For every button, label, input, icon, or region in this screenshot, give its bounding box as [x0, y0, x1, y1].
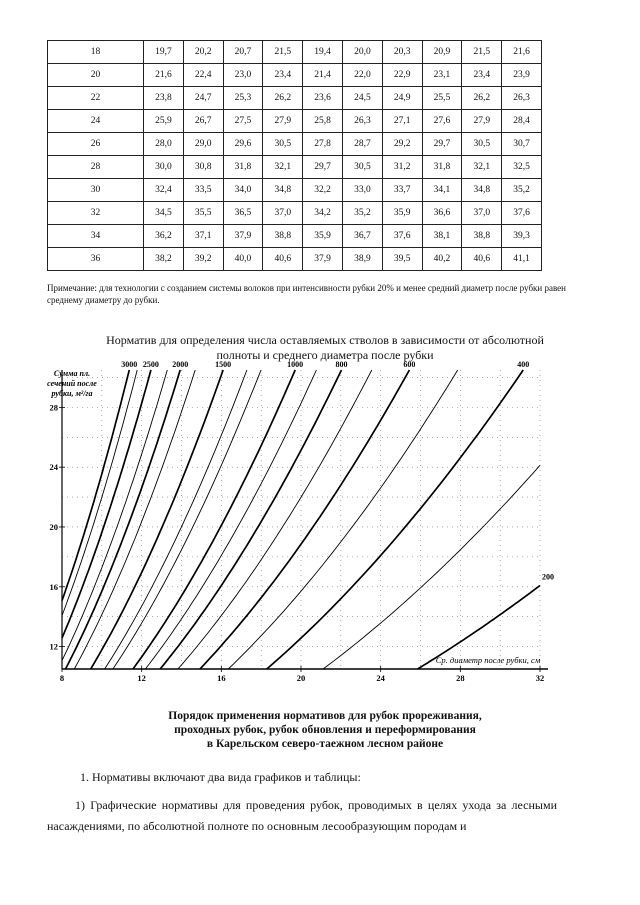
table-cell: 31,2 [382, 156, 422, 179]
curve-800 [160, 370, 341, 669]
table-cell: 20,7 [223, 41, 263, 64]
table-cell: 30,5 [263, 133, 303, 156]
chart-title-line-1: Норматив для определения числа оставляемых стволов в зависимости от абсолютной [106, 333, 544, 347]
table-cell: 29,7 [422, 133, 462, 156]
table-cell: 36,6 [422, 202, 462, 225]
y-axis-label-line-2: сечений после [47, 379, 97, 388]
curve-label: 400 [517, 360, 530, 369]
table-cell: 23,4 [263, 64, 303, 87]
table-cell: 40,6 [263, 248, 303, 271]
table-cell: 38,8 [263, 225, 303, 248]
table-cell: 20,3 [382, 41, 422, 64]
x-tick-label: 8 [59, 673, 65, 683]
table-cell: 20,2 [183, 41, 223, 64]
table-cell: 27,5 [223, 110, 263, 133]
table-cell: 34,0 [223, 179, 263, 202]
curve-label: 1500 [215, 360, 232, 369]
table-cell: 26,2 [263, 87, 303, 110]
table-cell: 21,6 [502, 41, 542, 64]
table-cell: 36,7 [342, 225, 382, 248]
table-cell: 39,3 [502, 225, 542, 248]
table-cell: 32,5 [502, 156, 542, 179]
table-cell: 33,0 [342, 179, 382, 202]
table-cell: 41,1 [502, 248, 542, 271]
table-cell: 29,2 [382, 133, 422, 156]
table-cell: 35,2 [342, 202, 382, 225]
table-cell: 19,7 [144, 41, 184, 64]
y-tick-label: 28 [49, 402, 58, 413]
table-cell: 22,9 [382, 64, 422, 87]
table-cell: 33,5 [183, 179, 223, 202]
table-cell-diameter: 22 [48, 87, 144, 110]
table-cell: 37,6 [502, 202, 542, 225]
y-tick-label: 20 [49, 521, 58, 532]
table-cell: 22,4 [183, 64, 223, 87]
table-body [48, 41, 542, 271]
paragraph-2: 1) Графические нормативы для проведения рубок, проводимых в целях ухода за лесными насаждениями, по абсолютной полноте по основным лесообразующим породам и [47, 798, 557, 833]
table-cell: 23,8 [144, 87, 184, 110]
curve-1000 [133, 370, 295, 669]
table-cell: 20,0 [342, 41, 382, 64]
y-tick-label: 24 [49, 462, 58, 473]
table-cell: 37,6 [382, 225, 422, 248]
x-tick-label: 28 [456, 673, 465, 683]
table-cell: 35,9 [382, 202, 422, 225]
table-cell: 28,0 [144, 133, 184, 156]
table-row [48, 225, 542, 248]
chart-labels [47, 360, 554, 665]
table-cell: 40,0 [223, 248, 263, 271]
table-cell: 30,8 [183, 156, 223, 179]
curve-label: 3000 [121, 360, 138, 369]
table-cell: 25,8 [303, 110, 343, 133]
table-cell: 25,9 [144, 110, 184, 133]
table-cell: 23,1 [422, 64, 462, 87]
curve-1500 [91, 370, 223, 669]
curve-2500 [62, 370, 151, 638]
section-title-line-3: в Карельском северо-таежном лесном районе [206, 738, 444, 750]
table-cell-diameter: 20 [48, 64, 144, 87]
curve-900 [145, 370, 316, 669]
x-axis-label: Ср. диаметр после рубки, см [435, 655, 541, 665]
curve-1300 [105, 370, 247, 669]
curves [62, 370, 540, 669]
table-cell: 32,2 [303, 179, 343, 202]
table-cell-diameter: 28 [48, 156, 144, 179]
table-cell: 27,9 [462, 110, 502, 133]
table-cell: 21,4 [303, 64, 343, 87]
table-cell: 29,0 [183, 133, 223, 156]
x-tick-label: 20 [296, 673, 306, 683]
table-cell: 24,7 [183, 87, 223, 110]
table-cell: 21,6 [144, 64, 184, 87]
curve-600 [200, 370, 409, 669]
table-cell: 31,8 [223, 156, 263, 179]
y-tick-label: 12 [49, 641, 58, 652]
table-cell: 39,5 [382, 248, 422, 271]
table-cell: 27,6 [422, 110, 462, 133]
diameter-table [47, 40, 542, 271]
table-cell: 23,4 [462, 64, 502, 87]
table-row [48, 87, 542, 110]
table-row [48, 248, 542, 271]
y-tick-label: 16 [49, 581, 58, 592]
section-title-line-2: проходных рубок, рубок обновления и переформирования [174, 724, 476, 736]
table-cell-diameter: 32 [48, 202, 144, 225]
curve-label: 2000 [172, 360, 189, 369]
table-note: Примечание: для технологии с созданием системы волоков при интенсивности рубки 20% и менее средний диаметр после рубки равен среднему диаметру до рубки. [47, 283, 566, 305]
table-cell: 34,8 [263, 179, 303, 202]
paragraph-1: 1. Нормативы включают два вида графиков и таблицы: [80, 770, 361, 784]
table-cell: 34,5 [144, 202, 184, 225]
table-cell: 30,5 [462, 133, 502, 156]
table-row [48, 110, 542, 133]
y-axis-label-line-3: рубки, м²/га [51, 389, 93, 398]
x-tick-label: 16 [217, 673, 226, 683]
table-cell: 37,0 [263, 202, 303, 225]
table-row [48, 156, 542, 179]
curve-400 [267, 370, 523, 669]
table-cell: 25,3 [223, 87, 263, 110]
table-cell: 21,5 [263, 41, 303, 64]
chart-title [40, 333, 610, 363]
table-cell: 32,1 [462, 156, 502, 179]
table-cell-diameter: 26 [48, 133, 144, 156]
table-cell: 21,5 [462, 41, 502, 64]
table-cell-diameter: 30 [48, 179, 144, 202]
table-cell: 27,8 [303, 133, 343, 156]
table-cell: 35,5 [183, 202, 223, 225]
table-cell: 26,7 [183, 110, 223, 133]
y-axis-label-line-1: Сумма пл. [53, 369, 91, 378]
section-title-line-1: Порядок применения нормативов для рубок прореживания, [168, 710, 482, 722]
table-cell: 29,7 [303, 156, 343, 179]
table-cell: 36,2 [144, 225, 184, 248]
x-tick-label: 24 [376, 673, 385, 683]
table-cell: 37,0 [462, 202, 502, 225]
table-cell: 27,1 [382, 110, 422, 133]
x-tick-label: 12 [137, 673, 146, 683]
table-cell: 36,5 [223, 202, 263, 225]
curve-1800 [74, 370, 195, 669]
table-cell: 22,0 [342, 64, 382, 87]
grid-dots [62, 370, 540, 669]
table-cell: 32,1 [263, 156, 303, 179]
table-cell: 23,6 [303, 87, 343, 110]
table-cell-diameter: 36 [48, 248, 144, 271]
table-cell-diameter: 24 [48, 110, 144, 133]
curve-label: 1000 [287, 360, 304, 369]
table-cell: 26,2 [462, 87, 502, 110]
curve-label: 2500 [142, 360, 159, 369]
table-cell: 38,9 [342, 248, 382, 271]
table-cell-diameter: 18 [48, 41, 144, 64]
table-cell: 23,0 [223, 64, 263, 87]
curve-2200 [62, 370, 167, 661]
table-cell: 33,7 [382, 179, 422, 202]
table-cell: 27,9 [263, 110, 303, 133]
table-cell-diameter: 34 [48, 225, 144, 248]
section-title [40, 709, 610, 751]
table-cell: 26,3 [502, 87, 542, 110]
table-cell: 19,4 [303, 41, 343, 64]
table-cell: 29,6 [223, 133, 263, 156]
table-cell: 37,1 [183, 225, 223, 248]
table-cell: 24,5 [342, 87, 382, 110]
x-tick-label: 32 [535, 673, 545, 683]
table-cell: 23,9 [502, 64, 542, 87]
table-row [48, 179, 542, 202]
basal-area-chart [0, 360, 640, 690]
table-cell: 38,1 [422, 225, 462, 248]
chart-title-line-2: полноты и среднего диаметра после рубки [216, 348, 434, 362]
table-cell: 28,4 [502, 110, 542, 133]
table-cell: 40,2 [422, 248, 462, 271]
table-cell: 30,7 [502, 133, 542, 156]
table-cell: 30,0 [144, 156, 184, 179]
curve-label: 200 [542, 572, 554, 582]
table-cell: 24,9 [382, 87, 422, 110]
axes [50, 370, 549, 683]
table-row [48, 133, 542, 156]
table-cell: 34,8 [462, 179, 502, 202]
table-cell: 26,3 [342, 110, 382, 133]
table-cell: 37,9 [303, 248, 343, 271]
table-cell: 32,4 [144, 179, 184, 202]
table-cell: 28,7 [342, 133, 382, 156]
table-cell: 25,5 [422, 87, 462, 110]
table-cell: 38,2 [144, 248, 184, 271]
table-row [48, 202, 542, 225]
curve-label: 800 [335, 360, 348, 369]
curve-label: 600 [403, 360, 416, 369]
table-cell: 40,6 [462, 248, 502, 271]
table-cell: 37,9 [223, 225, 263, 248]
table-cell: 35,2 [502, 179, 542, 202]
table-cell: 39,2 [183, 248, 223, 271]
curve-2800 [62, 370, 137, 616]
table-row [48, 64, 542, 87]
table-cell: 34,1 [422, 179, 462, 202]
table-cell: 31,8 [422, 156, 462, 179]
curve-3000 [62, 370, 129, 601]
table-cell: 38,8 [462, 225, 502, 248]
table-row [48, 41, 542, 64]
table-cell: 20,9 [422, 41, 462, 64]
table-cell: 35,9 [303, 225, 343, 248]
table-cell: 30,5 [342, 156, 382, 179]
table-cell: 34,2 [303, 202, 343, 225]
